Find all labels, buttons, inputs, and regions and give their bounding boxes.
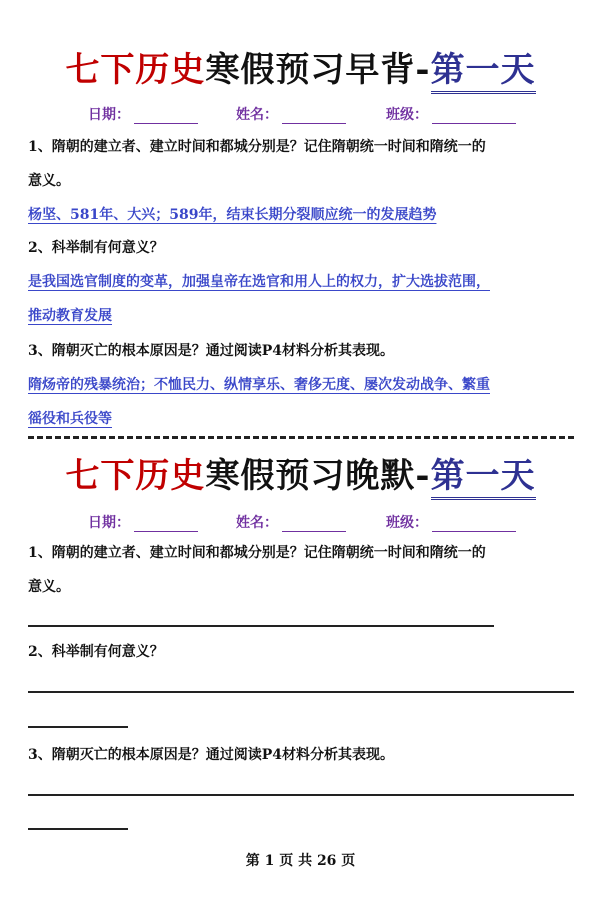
- evening-title-blue: 第一天: [431, 456, 536, 500]
- morning-class-label: 班级：: [386, 107, 428, 123]
- morning-title-black: 寒假预习早背-: [205, 50, 431, 90]
- morning-q3: 3、隋朝灭亡的根本原因是？通过阅读P4材料分析其表现。: [28, 343, 395, 359]
- evening-q1-line2: 意义。: [28, 579, 70, 595]
- morning-a2-line1: 是我国选官制度的变革，加强皇帝在选官和用人上的权力，扩大选拔范围，: [28, 274, 490, 290]
- morning-title-red: 七下历史: [65, 50, 206, 90]
- section-divider: [28, 436, 574, 439]
- page-footer: 第 1 页 共 26 页: [245, 853, 356, 869]
- evening-q2-answer-line-2[interactable]: [28, 726, 128, 728]
- morning-a2-line2: 推动教育发展: [28, 308, 112, 324]
- evening-date-label: 日期：: [88, 515, 130, 531]
- evening-q3-answer-line-1[interactable]: [28, 794, 574, 796]
- morning-date-label: 日期：: [88, 107, 130, 123]
- evening-class-label: 班级：: [386, 515, 428, 531]
- evening-title: [0, 456, 601, 496]
- evening-q1-answer-line[interactable]: [28, 625, 494, 627]
- morning-title: [0, 50, 601, 90]
- evening-q3: 3、隋朝灭亡的根本原因是？通过阅读P4材料分析其表现。: [28, 747, 395, 763]
- evening-date-blank: [134, 515, 198, 532]
- evening-name-blank: [282, 515, 346, 532]
- evening-title-black: 寒假预习晚默-: [205, 456, 431, 496]
- morning-date-blank: [134, 107, 198, 124]
- morning-info-row: [0, 104, 601, 126]
- evening-q2-answer-line-1[interactable]: [28, 691, 574, 693]
- evening-q1-line1: 1、隋朝的建立者、建立时间和都城分别是？记住隋朝统一时间和隋统一的: [28, 545, 486, 561]
- evening-class-blank: [432, 515, 516, 532]
- morning-a3-line1: 隋炀帝的残暴统治；不恤民力、纵情享乐、奢侈无度、屡次发动战争、繁重: [28, 377, 490, 393]
- morning-title-blue: 第一天: [431, 50, 536, 94]
- morning-date-field: [88, 104, 198, 124]
- morning-name-field: [236, 104, 346, 124]
- evening-info-row: [0, 512, 601, 534]
- evening-date-field: [88, 512, 198, 532]
- morning-q2: 2、科举制有何意义？: [28, 240, 164, 256]
- morning-a3-line2: 徭役和兵役等: [28, 411, 112, 427]
- evening-name-field: [236, 512, 346, 532]
- morning-a1: 杨坚、581年、大兴；589年，结束长期分裂顺应统一的发展趋势: [28, 207, 437, 223]
- morning-q1-line2: 意义。: [28, 173, 70, 189]
- evening-q2: 2、科举制有何意义？: [28, 644, 164, 660]
- morning-class-field: [386, 104, 516, 124]
- morning-class-blank: [432, 107, 516, 124]
- evening-class-field: [386, 512, 516, 532]
- evening-name-label: 姓名：: [236, 515, 278, 531]
- evening-q3-answer-line-2[interactable]: [28, 828, 128, 830]
- morning-name-blank: [282, 107, 346, 124]
- morning-name-label: 姓名：: [236, 107, 278, 123]
- morning-q1-line1: 1、隋朝的建立者、建立时间和都城分别是？记住隋朝统一时间和隋统一的: [28, 139, 486, 155]
- evening-title-red: 七下历史: [65, 456, 206, 496]
